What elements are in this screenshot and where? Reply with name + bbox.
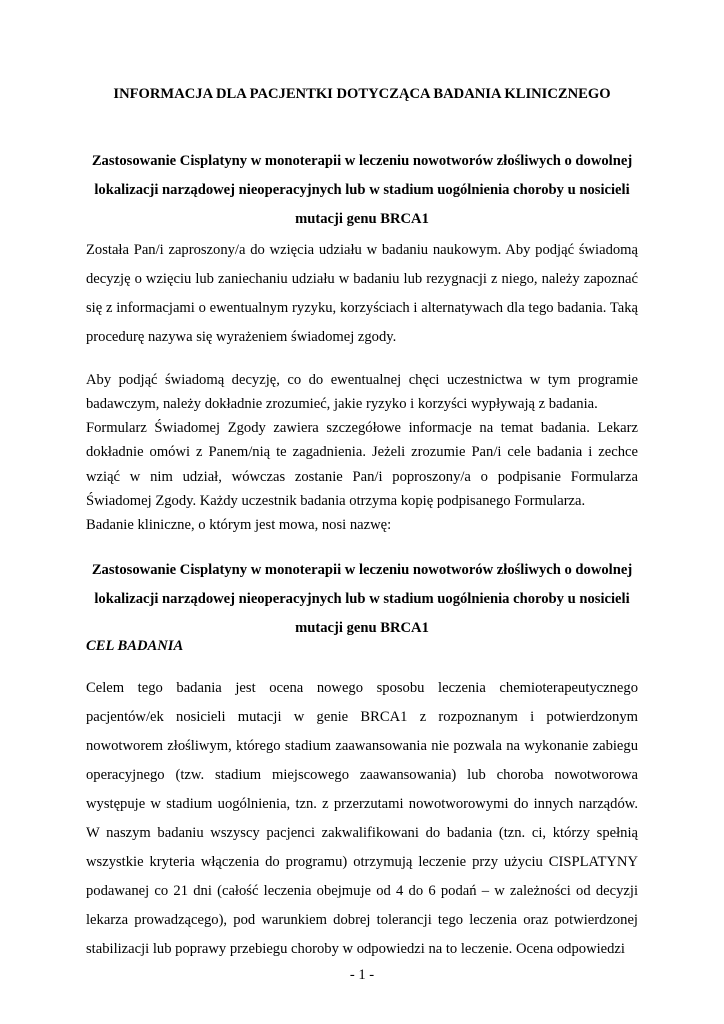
study-title: Zastosowanie Cisplatyny w monoterapii w leczeniu nowotworów złośliwych o dowolnej lokalizacji narządowej nieoperacyjnych lub w stadium uogólnienia choroby u nosicieli mutacji genu BRCA1: [91, 153, 633, 227]
document-title: INFORMACJA DLA PACJENTKI DOTYCZĄCA BADANIA KLINICZNEGO: [113, 86, 611, 102]
consent-line: wziąć w nim udział, wówczas zostanie Pan/i poproszony/a o podpisanie Formularza: [86, 469, 638, 485]
consent-line: badawczym, należy dokładnie zrozumieć, jakie ryzyko i korzyści wypływają z badania.: [86, 396, 598, 412]
consent-line: Formularz Świadomej Zgody zawiera szczegółowe informacje na temat badania. Lekarz: [86, 420, 638, 436]
aim-paragraph: Celem tego badania jest ocena nowego sposobu leczenia chemioterapeutycznego pacjentów/ek nosicieli mutacji w genie BRCA1 z rozpoznanym i potwierdzonym nowotworem złośliwym, którego stadium zaawansowania nie pozwala na wykonanie zabiegu operacyjnego (tzw. stadium miejscowego zaawansowania) lub choroba nowotworowa występuje w stadium uogólnienia, tzn. z przerzutami nowotworowymi do innych narządów. W naszym badaniu wszyscy pacjenci zakwalifikowani do badania (tzn. ci, którzy spełnią wszystkie kryteria włączenia do programu) otrzymują leczenie przy użyciu CISPLATYNY podawanej co 21 dni (całość leczenia obejmuje od 4 do 6 podań – w zależności od decyzji lekarza prowadzącego), pod warunkiem dobrej tolerancji tego leczenia oraz potwierdzonej stabilizacji lub poprawy przebiegu choroby w odpowiedzi na to leczenie. Ocena odpowiedzi: [86, 680, 638, 957]
page-number: - 1 -: [349, 967, 375, 983]
study-name-intro: Badanie kliniczne, o którym jest mowa, nosi nazwę:: [86, 517, 392, 533]
consent-line: Aby podjąć świadomą decyzję, co do ewentualnej chęci uczestnictwa w tym programie: [86, 372, 638, 388]
intro-paragraph: Została Pan/i zaproszony/a do wzięcia udziału w badaniu naukowym. Aby podjąć świadomą decyzję o wzięciu lub zaniechaniu udziału w badaniu lub rezygnacji z niego, należy zapoznać się z informacjami o ewentualnym ryzyku, korzyściach i alternatywach dla tego badania. Taką procedurę nazywa się wyrażeniem świadomej zgody.: [86, 242, 638, 345]
consent-line: dokładnie omówi z Panem/nią te zagadnienia. Jeżeli zrozumie Pan/i cele badania i zechce: [86, 444, 638, 460]
study-title-repeat: Zastosowanie Cisplatyny w monoterapii w leczeniu nowotworów złośliwych o dowolnej lokalizacji narządowej nieoperacyjnych lub w stadium uogólnienia choroby u nosicieli mutacji genu BRCA1: [91, 562, 633, 636]
aim-heading: CEL BADANIA: [86, 638, 184, 654]
consent-line: Świadomej Zgody. Każdy uczestnik badania otrzyma kopię podpisanego Formularza.: [86, 493, 586, 509]
